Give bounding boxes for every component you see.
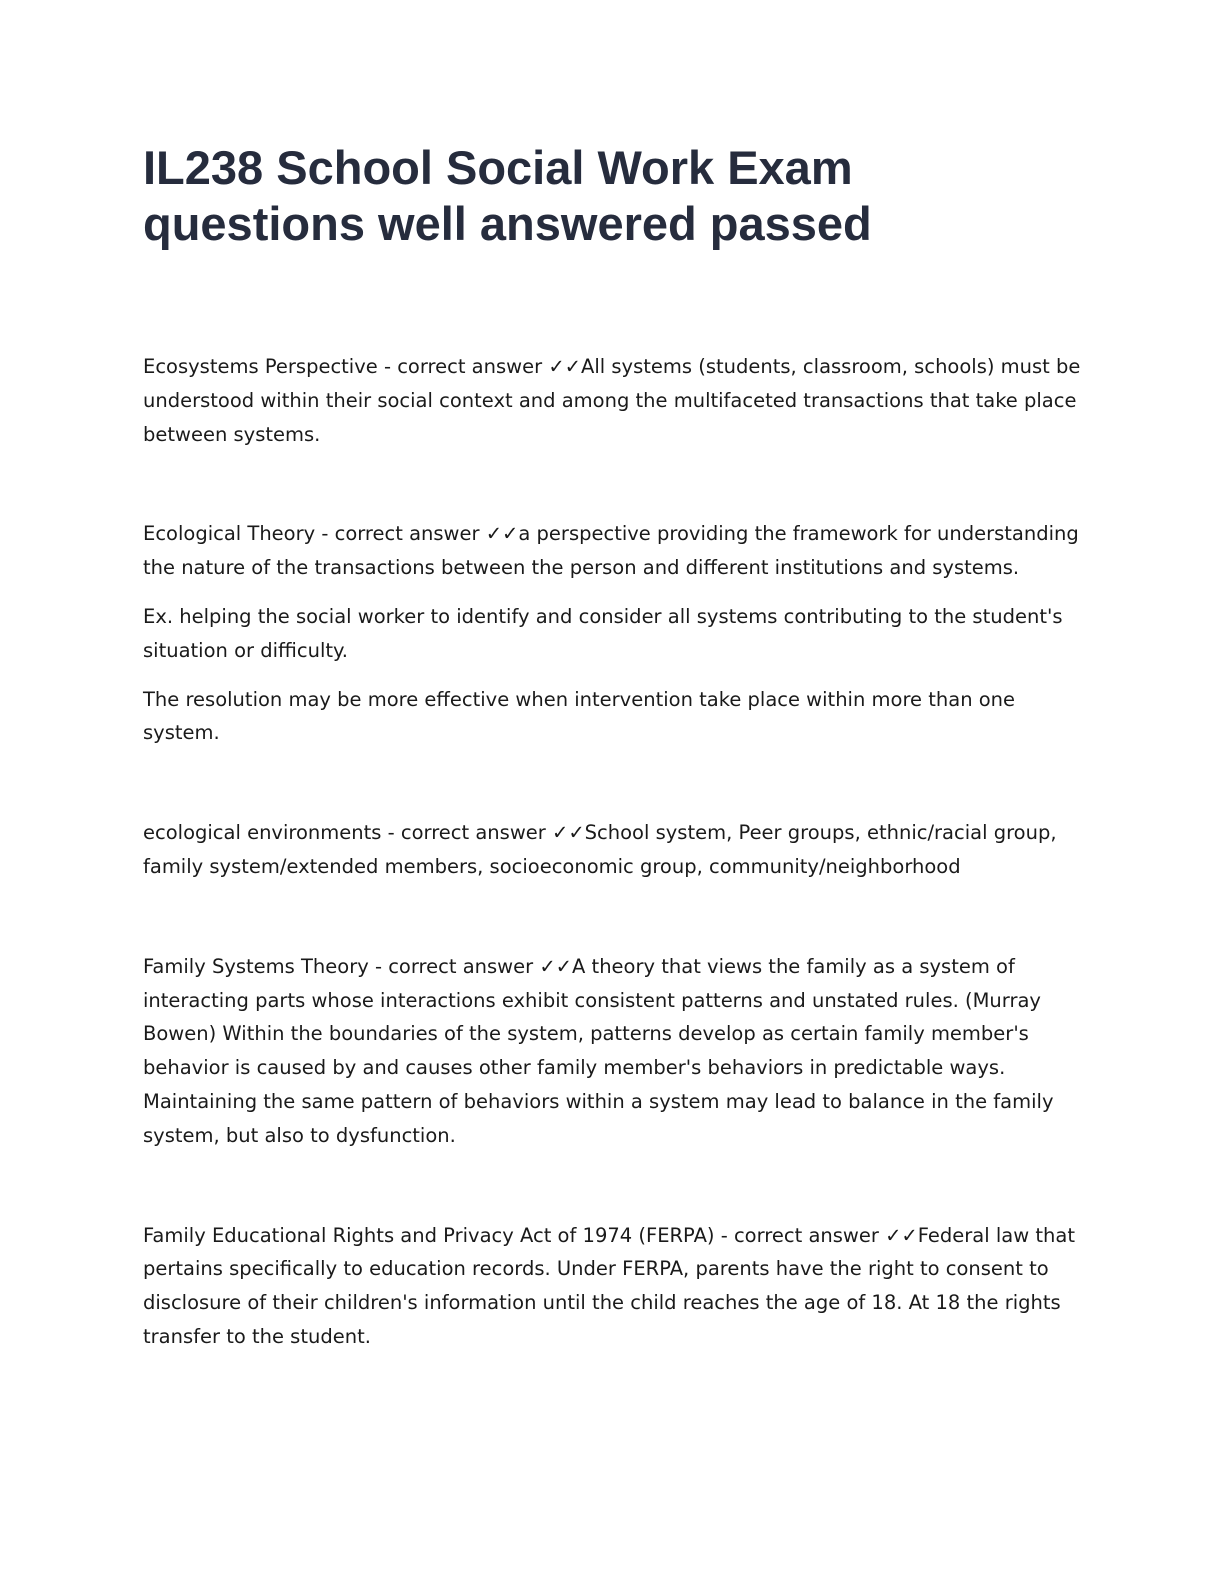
qa-extra-paragraph: Ex. helping the social worker to identify and consider all systems contributing to the student's situation or difficulty. — [143, 604, 1063, 662]
qa-separator: - correct answer — [381, 821, 552, 845]
qa-term: ecological environments — [143, 821, 382, 845]
document-page — [143, 140, 1083, 1354]
qa-separator: - correct answer — [368, 954, 540, 978]
qa-separator: - correct answer — [315, 522, 486, 546]
title-line-1: IL238 School Social Work Exam — [143, 141, 853, 194]
qa-term: Ecological Theory — [143, 522, 316, 546]
qa-answer: All systems (students, classroom, schools) must be understood within their social context and among the multifaceted transactions that take place between systems. — [143, 355, 1081, 446]
qa-entry — [143, 350, 1083, 451]
title-line-2: questions well answered passed — [143, 197, 872, 250]
qa-paragraph — [143, 950, 1083, 1153]
qa-term: Family Systems Theory — [143, 954, 369, 978]
checkmark-icon: ✓✓ — [539, 954, 573, 978]
qa-term: Ecosystems Perspective — [143, 355, 378, 378]
checkmark-icon: ✓✓ — [885, 1223, 918, 1247]
qa-answer: A theory that views the family as a system of interacting parts whose interactions exhibit consistent patterns and unstated rules. (Murray Bowen) Within the boundaries of the system, patterns develop as certain family member's behavior is caused by and causes other family member's behaviors in predictable ways. Maintaining the same pattern of behaviors within a system may lead to balance in the family system, but also to dysfunction. — [143, 954, 1054, 1147]
qa-answer: School system, Peer groups, ethnic/racial group, family system/extended members, socioeconomic group, community/neighborhood — [143, 821, 1057, 878]
qa-list — [143, 350, 1083, 1354]
qa-paragraph — [143, 816, 1083, 884]
qa-paragraph — [143, 517, 1083, 585]
qa-term: Family Educational Rights and Privacy Act of 1974 (FERPA) — [143, 1223, 715, 1247]
qa-entry — [143, 517, 1083, 750]
qa-separator: - correct answer — [377, 355, 549, 378]
qa-entry — [143, 950, 1083, 1153]
qa-answer: a perspective providing the framework for understanding the nature of the transactions between the person and different institutions and systems. — [143, 522, 1079, 580]
qa-separator: - correct answer — [714, 1223, 886, 1247]
checkmark-icon: ✓✓ — [551, 821, 585, 845]
qa-paragraph — [143, 1219, 1083, 1354]
checkmark-icon: ✓✓ — [485, 522, 519, 546]
qa-paragraph — [143, 350, 1083, 451]
qa-answer: Federal law that pertains specifically to education records. Under FERPA, parents have the right to consent to disclosure of their children's information until the child reaches the age of 18. At 18 the rights transfer to the student. — [143, 1223, 1075, 1348]
qa-entry — [143, 816, 1083, 884]
checkmark-icon: ✓✓ — [548, 355, 581, 378]
qa-entry — [143, 1219, 1083, 1354]
document-title — [143, 140, 1083, 252]
qa-extra-paragraph: The resolution may be more effective when intervention take place within more than one system. — [143, 687, 1016, 745]
